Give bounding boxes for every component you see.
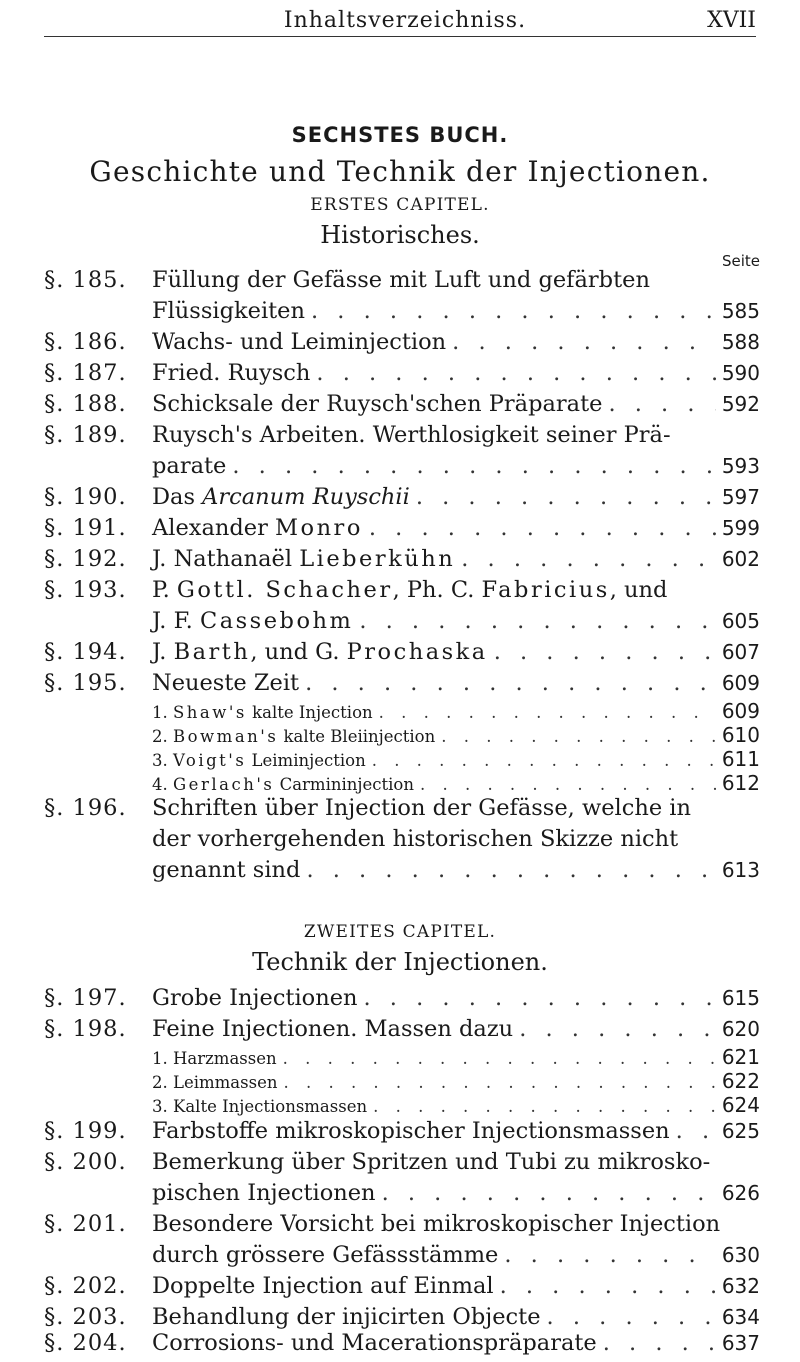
dot-leader bbox=[283, 1071, 715, 1094]
page-number: 602 bbox=[721, 547, 760, 571]
entry-text: pischen Injectionen bbox=[152, 1180, 376, 1206]
person-name: Ruysch bbox=[227, 360, 311, 386]
toc-subentry[interactable] bbox=[152, 700, 760, 724]
subentry-number: 1. bbox=[152, 703, 173, 722]
entry-text: parate bbox=[152, 453, 227, 479]
dot-leader bbox=[311, 296, 716, 327]
dot-leader bbox=[373, 1095, 716, 1118]
person-name: Barth bbox=[173, 639, 251, 665]
toc-entry-189[interactable] bbox=[44, 420, 760, 482]
section-number: §. 200. bbox=[44, 1149, 127, 1175]
page-number: 590 bbox=[721, 361, 760, 385]
section-number: §. 187. bbox=[44, 360, 127, 386]
section-number: §. 204. bbox=[44, 1330, 127, 1356]
dot-leader bbox=[494, 637, 716, 668]
section-number: §. 193. bbox=[44, 577, 127, 603]
entry-text: , und bbox=[609, 577, 668, 603]
dot-leader bbox=[500, 1271, 716, 1302]
entry-text: Alexander bbox=[152, 515, 275, 541]
entry-text: , Ph. C. bbox=[392, 577, 482, 603]
dot-leader bbox=[316, 358, 715, 389]
entry-text: J. F. bbox=[152, 608, 200, 634]
page-number: 611 bbox=[721, 747, 760, 771]
dot-leader bbox=[382, 1178, 716, 1209]
book-title: Geschichte und Technik der Injectionen. bbox=[89, 155, 711, 188]
person-name: Gerlach's bbox=[173, 775, 275, 794]
entry-text: Corrosions- und Macerationspräparate bbox=[152, 1330, 597, 1356]
entry-text: Arbeiten. Werthlosigkeit seiner Prä- bbox=[252, 422, 671, 448]
chapter-1-label: ERSTES CAPITEL. bbox=[310, 195, 490, 215]
toc-entry-194[interactable] bbox=[44, 637, 760, 668]
subentry-number: 4. bbox=[152, 775, 173, 794]
person-name: Gottl. Schacher bbox=[176, 577, 393, 603]
page-number: 622 bbox=[721, 1069, 760, 1093]
toc-subentry[interactable] bbox=[152, 1094, 760, 1118]
page-number: 637 bbox=[721, 1331, 760, 1355]
chapter-2-title: Technik der Injectionen. bbox=[252, 948, 548, 976]
entry-text: , und G. bbox=[250, 639, 347, 665]
entry-text: durch grössere Gefässstämme bbox=[152, 1242, 499, 1268]
header-page-number: XVII bbox=[707, 8, 756, 33]
page-number: 613 bbox=[721, 858, 760, 882]
entry-text: kalte Injection bbox=[246, 703, 373, 722]
person-name: Monro bbox=[274, 515, 363, 541]
running-header bbox=[0, 2, 800, 36]
entry-text: Behandlung der injicirten Objecte bbox=[152, 1304, 541, 1330]
page-number: 612 bbox=[721, 771, 760, 795]
subentry-number: 2. bbox=[152, 727, 173, 746]
toc-entry-200[interactable] bbox=[44, 1147, 760, 1209]
toc-subentry[interactable] bbox=[152, 1046, 760, 1070]
section-number: §. 190. bbox=[44, 484, 127, 510]
section-number: §. 197. bbox=[44, 985, 127, 1011]
dot-leader bbox=[283, 1047, 716, 1070]
toc-subentries-198 bbox=[152, 1046, 760, 1118]
entry-text: Farbstoffe mikroskopischer Injectionsmassen bbox=[152, 1118, 670, 1144]
toc-entry-190[interactable] bbox=[44, 482, 760, 513]
dot-leader bbox=[461, 544, 716, 575]
toc-subentry[interactable] bbox=[152, 1070, 760, 1094]
toc-entry-192[interactable] bbox=[44, 544, 760, 575]
page-number: 620 bbox=[721, 1017, 760, 1041]
toc-entry-187[interactable] bbox=[44, 358, 760, 389]
person-name: Shaw's bbox=[173, 703, 247, 722]
section-number: §. 202. bbox=[44, 1273, 127, 1299]
entry-text: Besondere Vorsicht bei mikroskopischer Injection bbox=[152, 1211, 721, 1237]
page-number: 593 bbox=[721, 454, 760, 478]
dot-leader bbox=[364, 983, 716, 1014]
entry-text: Füllung der Gefässe mit Luft und gefärbten bbox=[152, 267, 650, 293]
section-number: §. 201. bbox=[44, 1211, 127, 1237]
toc-subentry[interactable] bbox=[152, 724, 760, 748]
person-name: Bowman's bbox=[173, 727, 279, 746]
entry-text: Flüssigkeiten bbox=[152, 298, 305, 324]
subentry-number: 2. bbox=[152, 1073, 173, 1092]
entry-text: Bemerkung über Spritzen und Tubi zu mikrosko- bbox=[152, 1149, 711, 1175]
toc-entry-188[interactable] bbox=[44, 389, 760, 420]
dot-leader bbox=[608, 389, 715, 420]
entry-text: Das bbox=[152, 484, 203, 510]
entry-text: Fried. bbox=[152, 360, 228, 386]
person-name: Voigt's bbox=[173, 751, 247, 770]
toc-entry-196[interactable] bbox=[44, 793, 760, 886]
subentry-number: 1. bbox=[152, 1049, 173, 1068]
section-number: §. 192. bbox=[44, 546, 127, 572]
entry-text: kalte Bleiinjection bbox=[278, 727, 436, 746]
section-number: §. 198. bbox=[44, 1016, 127, 1042]
entry-text: der vorhergehenden historischen Skizze nicht bbox=[152, 826, 679, 852]
entry-text: Neueste Zeit bbox=[152, 670, 300, 696]
section-number: §. 188. bbox=[44, 391, 127, 417]
section-number: §. 196. bbox=[44, 795, 127, 821]
book-heading: SECHSTES BUCH. bbox=[291, 123, 509, 147]
toc-entry-191[interactable] bbox=[44, 513, 760, 544]
section-number: §. 194. bbox=[44, 639, 127, 665]
dot-leader bbox=[232, 451, 715, 482]
page-number: 585 bbox=[721, 299, 760, 323]
page-number: 626 bbox=[721, 1181, 760, 1205]
section-number: §. 189. bbox=[44, 422, 127, 448]
page-number: 615 bbox=[721, 986, 760, 1010]
toc-entry-198[interactable] bbox=[44, 1014, 760, 1045]
section-number: §. 185. bbox=[44, 267, 127, 293]
seite-label: Seite bbox=[721, 252, 760, 270]
entry-text: genannt sind bbox=[152, 857, 301, 883]
section-number: §. 203. bbox=[44, 1304, 127, 1330]
toc-subentry[interactable] bbox=[152, 748, 760, 772]
toc-entry-204[interactable] bbox=[44, 1328, 760, 1359]
entry-text: Grobe Injectionen bbox=[152, 985, 358, 1011]
dot-leader bbox=[504, 1240, 715, 1271]
page-number: 597 bbox=[721, 485, 760, 509]
section-number: §. 195. bbox=[44, 670, 127, 696]
dot-leader bbox=[305, 668, 716, 699]
page-number: 621 bbox=[721, 1045, 760, 1069]
toc-entry-202[interactable] bbox=[44, 1271, 760, 1302]
entry-text: J. bbox=[152, 639, 174, 665]
dot-leader bbox=[306, 855, 715, 886]
entry-text: Feine Injectionen. Massen dazu bbox=[152, 1016, 514, 1042]
page-number: 634 bbox=[721, 1305, 760, 1329]
toc-subentries-195 bbox=[152, 700, 760, 796]
chapter-1-title: Historisches. bbox=[320, 221, 480, 249]
toc-entry-199[interactable] bbox=[44, 1116, 760, 1147]
dot-leader bbox=[359, 606, 715, 637]
toc-entry-185[interactable] bbox=[44, 265, 760, 327]
page-number: 625 bbox=[721, 1119, 760, 1143]
person-name: Lieberkühn bbox=[299, 546, 456, 572]
page-number: 610 bbox=[721, 723, 760, 747]
page-number: 592 bbox=[721, 392, 760, 416]
person-name: Cassebohm bbox=[200, 608, 354, 634]
toc-entry-197[interactable] bbox=[44, 983, 760, 1014]
header-rule bbox=[44, 36, 756, 37]
entry-text-italic: Arcanum Ruyschii bbox=[202, 484, 410, 510]
entry-text: Leiminjection bbox=[246, 751, 366, 770]
dot-leader bbox=[603, 1328, 716, 1359]
page-number: 624 bbox=[721, 1093, 760, 1117]
section-number: §. 186. bbox=[44, 329, 127, 355]
header-title: Inhaltsverzeichniss. bbox=[283, 8, 527, 33]
dot-leader bbox=[379, 701, 716, 724]
page-number: 588 bbox=[721, 330, 760, 354]
entry-text: Schicksale der bbox=[152, 391, 327, 417]
subentry-number: 3. bbox=[152, 751, 173, 770]
dot-leader bbox=[372, 749, 716, 772]
page-number: 605 bbox=[721, 609, 760, 633]
dot-leader bbox=[416, 482, 716, 513]
toc-entry-195[interactable] bbox=[44, 668, 760, 699]
section-number: §. 199. bbox=[44, 1118, 127, 1144]
entry-text: Präparate bbox=[481, 391, 603, 417]
entry-text: P. bbox=[152, 577, 177, 603]
page-number: 630 bbox=[721, 1243, 760, 1267]
page-number: 609 bbox=[721, 671, 760, 695]
dot-leader bbox=[441, 725, 716, 748]
toc-entry-186[interactable] bbox=[44, 327, 760, 358]
entry-text: Wachs- und Leiminjection bbox=[152, 329, 447, 355]
section-number: §. 191. bbox=[44, 515, 127, 541]
dot-leader bbox=[369, 513, 716, 544]
page-number: 607 bbox=[721, 640, 760, 664]
person-name: Prochaska bbox=[346, 639, 488, 665]
entry-text: Leimmassen bbox=[173, 1073, 278, 1092]
person-name: Ruysch's bbox=[152, 422, 253, 448]
entry-text: J. Nathanaël bbox=[152, 546, 300, 572]
toc-entry-193[interactable] bbox=[44, 575, 760, 637]
entry-text: Carmininjection bbox=[274, 775, 414, 794]
toc-entry-201[interactable] bbox=[44, 1209, 760, 1271]
person-name: Ruysch'schen bbox=[326, 391, 482, 417]
dot-leader bbox=[676, 1116, 716, 1147]
entry-text: Kalte Injectionsmassen bbox=[173, 1097, 368, 1116]
page-number: 599 bbox=[721, 516, 760, 540]
dot-leader bbox=[519, 1014, 716, 1045]
entry-text: Schriften über Injection der Gefässe, welche in bbox=[152, 795, 691, 821]
entry-text: Doppelte Injection auf Einmal bbox=[152, 1273, 494, 1299]
dot-leader bbox=[452, 327, 716, 358]
page-number: 632 bbox=[721, 1274, 760, 1298]
subentry-number: 3. bbox=[152, 1097, 173, 1116]
chapter-2-label: ZWEITES CAPITEL. bbox=[303, 922, 497, 942]
entry-text: Harzmassen bbox=[173, 1049, 277, 1068]
person-name: Fabricius bbox=[481, 577, 610, 603]
page-number: 609 bbox=[721, 699, 760, 723]
